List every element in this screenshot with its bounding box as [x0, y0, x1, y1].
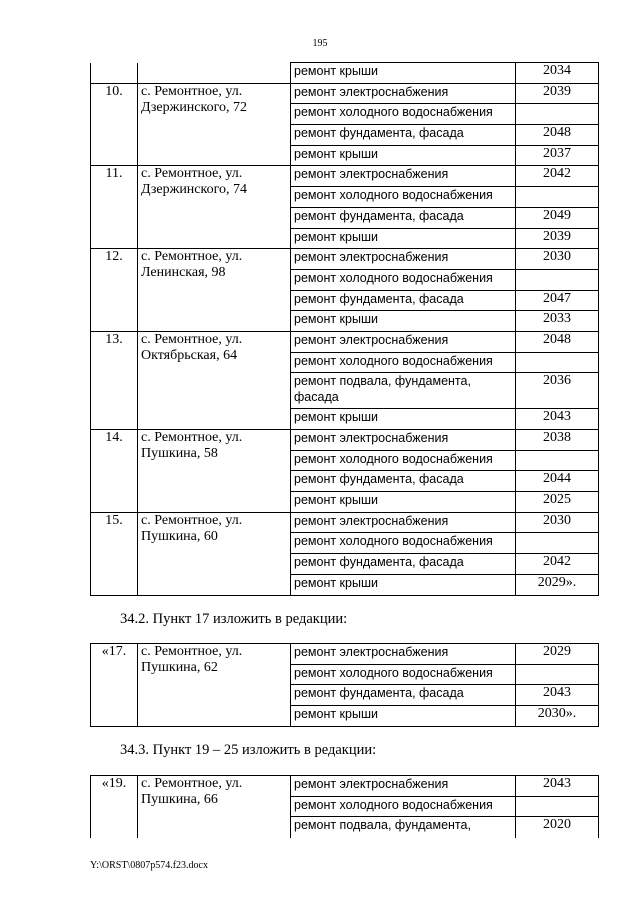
item-number-cell: 14.	[91, 430, 138, 513]
section-heading-34-3: 34.3. Пункт 19 – 25 изложить в редакции:	[120, 742, 377, 758]
item-number-cell: 13.	[91, 331, 138, 429]
work-type-cell: ремонт крыши	[291, 574, 516, 595]
work-type-cell: ремонт холодного водоснабжения	[291, 533, 516, 554]
work-type-cell: ремонт электроснабжения	[291, 83, 516, 104]
year-cell	[516, 104, 599, 125]
work-type-cell: ремонт фундамента, фасада	[291, 685, 516, 706]
work-type-cell: ремонт электроснабжения	[291, 166, 516, 187]
year-cell: 2047	[516, 290, 599, 311]
work-type-cell: ремонт крыши	[291, 706, 516, 727]
address-cell: с. Ремонтное, ул. Дзержинского, 74	[138, 166, 291, 249]
table-row	[91, 512, 599, 533]
year-cell: 2038	[516, 430, 599, 451]
year-cell: 2030	[516, 249, 599, 270]
table-row	[91, 776, 599, 797]
item-number-cell: 11.	[91, 166, 138, 249]
year-cell	[516, 533, 599, 554]
item-number-cell: «17.	[91, 644, 138, 727]
repair-schedule-table-p17	[90, 643, 599, 727]
year-cell	[516, 352, 599, 373]
section-heading-34-2: 34.2. Пункт 17 изложить в редакции:	[120, 611, 348, 627]
work-type-cell: ремонт крыши	[291, 63, 516, 84]
year-cell: 2042	[516, 166, 599, 187]
repair-schedule-table	[90, 62, 599, 596]
work-type-cell: ремонт холодного водоснабжения	[291, 664, 516, 685]
address-cell: с. Ремонтное, ул. Октябрьская, 64	[138, 331, 291, 429]
item-number-cell: «19.	[91, 776, 138, 838]
table-row	[91, 63, 599, 84]
work-type-cell: ремонт фундамента, фасада	[291, 471, 516, 492]
year-cell: 2025	[516, 492, 599, 513]
year-cell: 2020	[516, 817, 599, 838]
work-type-cell: ремонт электроснабжения	[291, 512, 516, 533]
work-type-cell: ремонт фундамента, фасада	[291, 554, 516, 575]
table-row	[91, 166, 599, 187]
table-row	[91, 83, 599, 104]
year-cell: 2043	[516, 776, 599, 797]
table-row	[91, 430, 599, 451]
year-cell: 2029	[516, 644, 599, 665]
repair-schedule-table-p19	[90, 775, 599, 838]
work-type-cell: ремонт крыши	[291, 228, 516, 249]
work-type-cell: ремонт подвала, фундамента, фасада	[291, 373, 516, 409]
address-cell: с. Ремонтное, ул. Пушкина, 58	[138, 430, 291, 513]
address-cell: с. Ремонтное, ул. Дзержинского, 72	[138, 83, 291, 166]
work-type-cell: ремонт крыши	[291, 311, 516, 332]
work-type-cell: ремонт холодного водоснабжения	[291, 796, 516, 817]
work-type-cell: ремонт крыши	[291, 492, 516, 513]
item-number-cell: 12.	[91, 249, 138, 332]
work-type-cell: ремонт холодного водоснабжения	[291, 450, 516, 471]
page-number: 195	[312, 38, 328, 49]
work-type-cell: ремонт холодного водоснабжения	[291, 104, 516, 125]
work-type-cell: ремонт фундамента, фасада	[291, 207, 516, 228]
address-cell: с. Ремонтное, ул. Пушкина, 66	[138, 776, 291, 838]
work-type-cell: ремонт электроснабжения	[291, 249, 516, 270]
work-type-cell: ремонт крыши	[291, 409, 516, 430]
year-cell: 2042	[516, 554, 599, 575]
table-row	[91, 331, 599, 352]
work-type-cell: ремонт фундамента, фасада	[291, 125, 516, 146]
year-cell: 2048	[516, 125, 599, 146]
table-row	[91, 249, 599, 270]
item-number-cell: 15.	[91, 512, 138, 595]
work-type-cell: ремонт электроснабжения	[291, 430, 516, 451]
work-type-cell: ремонт холодного водоснабжения	[291, 187, 516, 208]
year-cell: 2030».	[516, 706, 599, 727]
year-cell: 2034	[516, 63, 599, 84]
year-cell: 2039	[516, 228, 599, 249]
year-cell: 2048	[516, 331, 599, 352]
year-cell	[516, 187, 599, 208]
address-cell: с. Ремонтное, ул. Ленинская, 98	[138, 249, 291, 332]
year-cell: 2029».	[516, 574, 599, 595]
year-cell: 2043	[516, 409, 599, 430]
work-type-cell: ремонт электроснабжения	[291, 644, 516, 665]
work-type-cell: ремонт фундамента, фасада	[291, 290, 516, 311]
address-cell	[138, 63, 291, 84]
year-cell	[516, 664, 599, 685]
year-cell: 2049	[516, 207, 599, 228]
year-cell: 2033	[516, 311, 599, 332]
year-cell: 2044	[516, 471, 599, 492]
year-cell: 2039	[516, 83, 599, 104]
year-cell	[516, 450, 599, 471]
address-cell: с. Ремонтное, ул. Пушкина, 62	[138, 644, 291, 727]
year-cell: 2037	[516, 145, 599, 166]
item-number-cell: 10.	[91, 83, 138, 166]
file-path-footer: Y:\ORST\0807p574.f23.docx	[90, 860, 208, 871]
work-type-cell: ремонт холодного водоснабжения	[291, 269, 516, 290]
address-cell: с. Ремонтное, ул. Пушкина, 60	[138, 512, 291, 595]
year-cell: 2036	[516, 373, 599, 409]
work-type-cell: ремонт подвала, фундамента,	[291, 817, 516, 838]
year-cell	[516, 796, 599, 817]
year-cell	[516, 269, 599, 290]
year-cell: 2043	[516, 685, 599, 706]
table-row	[91, 644, 599, 665]
item-number-cell	[91, 63, 138, 84]
work-type-cell: ремонт крыши	[291, 145, 516, 166]
work-type-cell: ремонт электроснабжения	[291, 331, 516, 352]
work-type-cell: ремонт холодного водоснабжения	[291, 352, 516, 373]
work-type-cell: ремонт электроснабжения	[291, 776, 516, 797]
year-cell: 2030	[516, 512, 599, 533]
